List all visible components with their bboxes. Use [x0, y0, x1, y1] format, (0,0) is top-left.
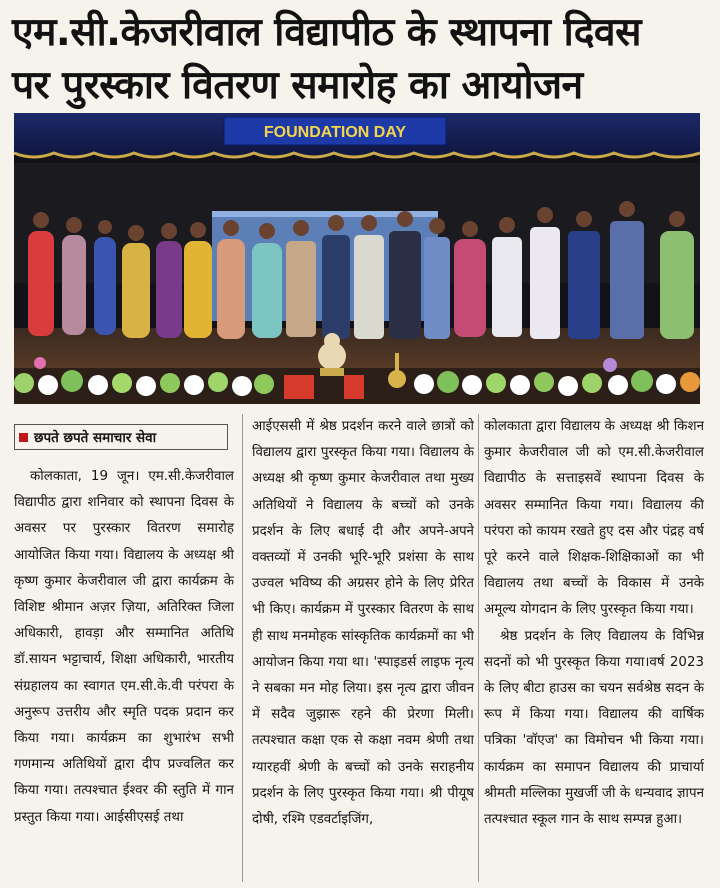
square-bullet-icon	[19, 433, 28, 442]
article-paragraph: श्रेष्ठ प्रदर्शन के लिए विद्यालय के विभिन्न सदनों को भी पुरस्कृत किया गया।वर्ष 2023 के लिए बीटा हाउस का चयन सर्वश्रेष्ठ सदन के रूप में किया गया। विद्यालय की वार्षिक पत्रिका 'वॉएज' का विमोचन भी किया गया। कार्यक्रम का समापन विद्यालय की प्राचार्या श्रीमती मल्लिका मुखर्जी जी के धन्यवाद ज्ञापन तत्पश्चात स्कूल गान के साथ सम्पन्न हुआ।	[484, 628, 704, 828]
article-column-2	[252, 414, 474, 882]
section-label: छपते छपते समाचार सेवा	[34, 430, 157, 446]
article-column-1	[14, 414, 234, 882]
column-divider	[242, 414, 243, 882]
headline-line-1: एम.सी.केजरीवाल विद्यापीठ के स्थापना दिवस	[12, 10, 641, 55]
article-paragraph: आईएससी में श्रेष्ठ प्रदर्शन करने वाले छात्रों को विद्यालय द्वारा पुरस्कृत किया गया। विद्यालय के अध्यक्ष श्री कृष्ण कुमार केजरीवाल तथा मुख्य अतिथियों ने विद्यालय के बच्चों को उनके प्रदर्शन के लिए बधाई दी और अपने-अपने वक्तव्यों में उनकी भूरि-भूरि प्रशंसा के साथ उज्वल भविष्य की अग्रसर होने के लिए प्रेरित भी किए। कार्यक्रम में पुरस्कार वितरण के साथ ही साथ मनमोहक सांस्कृतिक कार्यक्रमों का भी आयोजन किया गया था। 'स्पाइडर्स लाइफ नृत्य ने सबका मन मोह लिया। इस नृत्य द्वारा जीवन में सदैव जुझारू रहने की प्रेरणा मिली। तत्पश्चात कक्षा एक से कक्षा नवम श्रेणी तथा ग्यारहवीं श्रेणी के बच्चों को उनके सराहनीय प्रदर्शन के लिए पुरस्कृत किया गया। श्री पीयूष दोषी, रश्मि एडवर्टाइजिंग,	[252, 419, 474, 828]
column-divider	[478, 414, 479, 882]
headline-line-2: पर पुरस्कार वितरण समारोह का आयोजन	[12, 63, 583, 108]
banner-text: FOUNDATION DAY	[263, 124, 407, 141]
event-photo	[14, 113, 700, 404]
section-label-box	[14, 424, 228, 450]
article-body	[14, 414, 704, 882]
article-column-3	[484, 414, 704, 882]
headline	[12, 6, 708, 112]
article-paragraph: कोलकाता द्वारा विद्यालय के अध्यक्ष श्री किशन कुमार केजरीवाल जी को एम.सी.केजरीवाल विद्यापीठ के सत्ताइसवें स्थापना दिवस के अवसर सम्मानित किया गया। विद्यालय की परंपरा को कायम रखते हुए दस और पंद्रह वर्ष पूरे करने वाले शिक्षक-शिक्षिकाओं का भी विद्यालय तथा बच्चों के विकास में उनके अमूल्य योगदान के लिए पुरस्कृत किया गया।	[484, 419, 704, 618]
article-paragraph: कोलकाता, 19 जून। एम.सी.केजरीवाल विद्यापीठ द्वारा शनिवार को स्थापना दिवस के अवसर पर पुरस्कार वितरण समारोह आयोजित किया गया। विद्यालय के अध्यक्ष श्री कृष्ण कुमार केजरीवाल जी द्वारा कार्यक्रम के विशिष्ट श्रीमान अज़र ज़िया, अतिरिक्त जिला अधिकारी, हावड़ा और सम्मानित अतिथि डॉ.सायन भट्टाचार्य, शिक्षा अधिकारी, भारतीय संग्रहालय का स्वागत एम.सी.के.वी परंपरा के अनुरूप उत्तरीय और स्मृति पदक प्रदान कर किया गया। कार्यक्रम का शुभारंभ सभी गणमान्य अतिथियों द्वारा दीप प्रज्वलित कर किया गया। तत्पश्चात ईश्वर की स्तुति में गान प्रस्तुत किया गया। आईसीएसई तथा	[14, 469, 234, 825]
